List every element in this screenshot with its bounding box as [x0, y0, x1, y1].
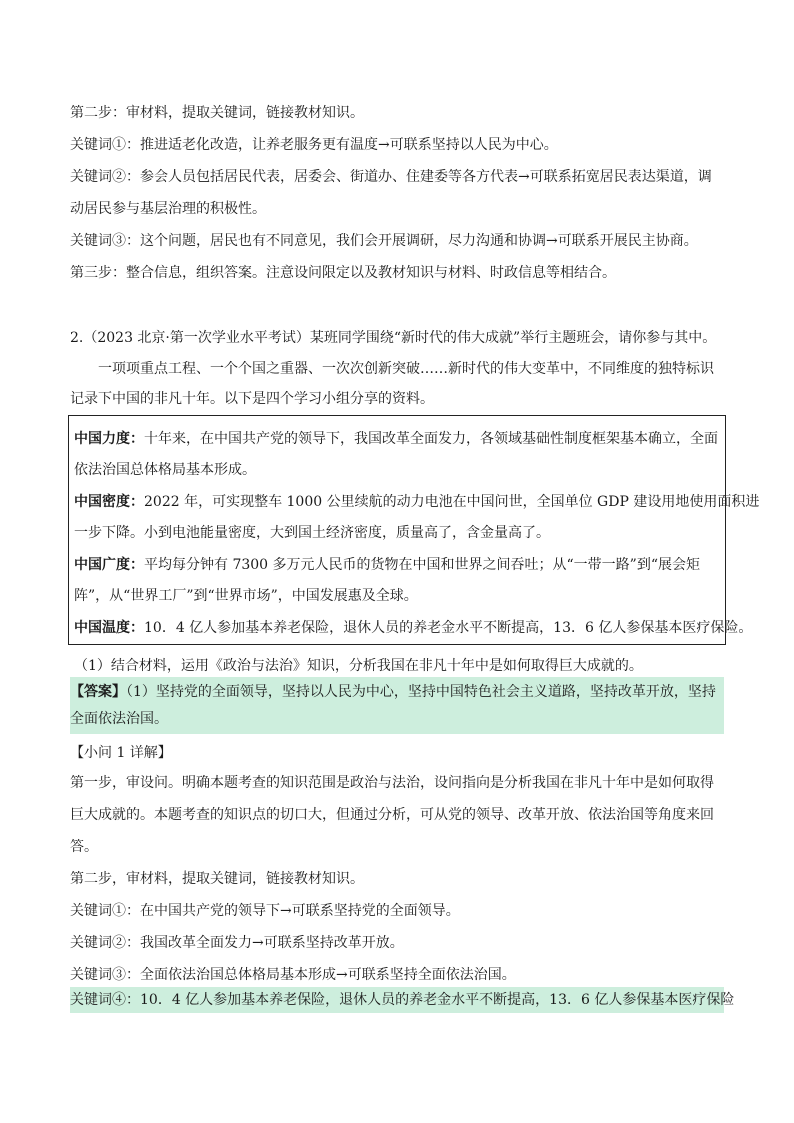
detail-step2: 第二步，审材料，提取关键词，链接教材知识。 — [70, 871, 364, 887]
material-p1-label: 中国力度： — [74, 431, 144, 447]
material-p2-text: 2022 年，可实现整车 1000 公里续航的动力电池在中国问世，全国单位 GDP 建设用地使用面积进 — [144, 494, 760, 510]
detail-step1-a: 第一步，审设问。明确本题考查的知识范围是政治与法治，设问指向是分析我国在非凡十年中是如何取得 — [70, 775, 714, 791]
keyword3-line: 关键词③：这个问题，居民也有不同意见，我们会开展调研，尽力沟通和协调→可联系开展民主协商。 — [70, 233, 698, 249]
detail-step1-c: 答。 — [70, 839, 98, 855]
material-p2-label: 中国密度： — [74, 494, 144, 510]
keyword1-line: 关键词①：推进适老化改造，让养老服务更有温度→可联系坚持以人民为中心。 — [70, 137, 558, 153]
answer-line-b: 全面依法治国。 — [70, 711, 168, 727]
material-p4-label: 中国温度： — [74, 620, 144, 636]
step2-line: 第二步：审材料，提取关键词，链接教材知识。 — [70, 105, 364, 121]
detail-title: 【小问 1 详解】 — [70, 745, 172, 761]
question2-stem: 2.（2023 北京·第一次学业水平考试）某班同学围绕“新时代的伟大成就”举行主题班会，请你参与其中。 — [70, 330, 717, 346]
keyword2-line-b: 动居民参与基层治理的积极性。 — [70, 201, 266, 217]
material-p3-b: 阵”，从“世界工厂”到“世界市场”，中国发展惠及全球。 — [74, 588, 418, 604]
material-p4-text: 10．4 亿人参加基本养老保险，退休人员的养老金水平不断提高，13．6 亿人参保基本医疗保险。 — [144, 620, 753, 636]
material-p1-b: 依法治国总体格局基本形成。 — [74, 462, 256, 478]
step3-line: 第三步：整合信息，组织答案。注意设问限定以及教材知识与材料、时政信息等相结合。 — [70, 265, 616, 281]
detail-keyword1: 关键词①：在中国共产党的领导下→可联系坚持党的全面领导。 — [70, 903, 460, 919]
material-p3-label: 中国广度： — [74, 557, 144, 573]
answer-line-a — [70, 682, 724, 702]
material-p3-a — [74, 555, 720, 575]
detail-keyword2: 关键词②：我国改革全面发力→可联系坚持改革开放。 — [70, 935, 404, 951]
material-p2-a — [74, 492, 760, 512]
detail-keyword4: 关键词④：10．4 亿人参加基本养老保险，退休人员的养老金水平不断提高，13．6 亿人参保基本医疗保险 — [70, 992, 735, 1008]
material-p1-text: 十年来，在中国共产党的领导下，我国改革全面发力，各领域基础性制度框架基本确立，全面 — [144, 431, 718, 447]
material-p3-text: 平均每分钟有 7300 多万元人民币的货物在中国和世界之间吞吐；从“一带一路”到“展会矩 — [144, 557, 700, 573]
question2-intro-b: 记录下中国的非凡十年。以下是四个学习小组分享的资料。 — [70, 391, 434, 407]
material-p1-a — [74, 429, 720, 449]
material-p2-b: 一步下降。小到电池能量密度，大到国土经济密度，质量高了，含金量高了。 — [74, 525, 550, 541]
question2-intro-a: 一项项重点工程、一个个国之重器、一次次创新突破……新时代的伟大变革中，不同维度的独特标识 — [98, 361, 714, 377]
detail-step1-b: 巨大成就的。本题考查的知识点的切口大，但通过分析，可从党的领导、改革开放、依法治国等角度来回 — [70, 807, 714, 823]
detail-keyword3: 关键词③：全面依法治国总体格局基本形成→可联系坚持全面依法治国。 — [70, 967, 516, 983]
material-p4-a — [74, 618, 753, 638]
answer-text-a: （1）坚持党的全面领导，坚持以人民为中心，坚持中国特色社会主义道路，坚持改革开放，坚持 — [126, 684, 716, 700]
keyword2-line-a: 关键词②：参会人员包括居民代表，居委会、街道办、住建委等各方代表→可联系拓宽居民表达渠道，调 — [70, 169, 712, 185]
answer-label: 【答案】 — [70, 684, 126, 700]
sub-question-1: （1）结合材料，运用《政治与法治》知识，分析我国在非凡十年中是如何取得巨大成就的。 — [74, 658, 643, 674]
